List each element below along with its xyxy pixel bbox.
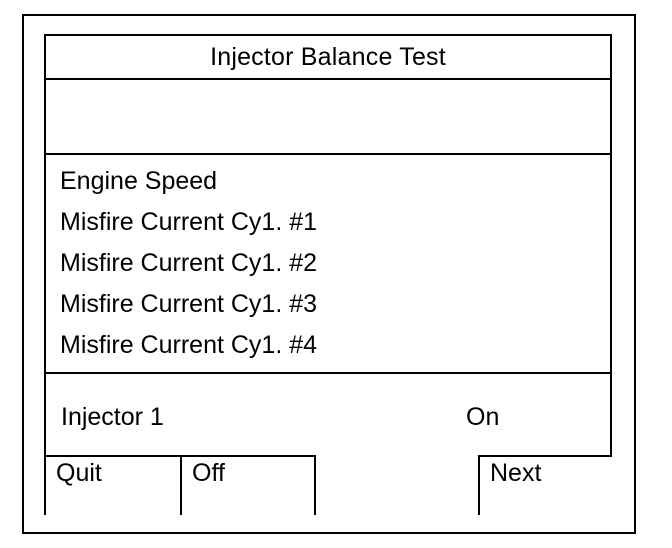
next-button[interactable]: Next (478, 455, 612, 515)
injector-state: On (466, 403, 500, 431)
screen-title: Injector Balance Test (210, 42, 446, 71)
injector-status-row (46, 396, 610, 440)
parameter-misfire-cyl-4: Misfire Current Cy1. #4 (60, 331, 318, 359)
message-area (46, 80, 610, 155)
blank-softkey (316, 455, 478, 515)
screen-title-bar (46, 36, 610, 80)
parameter-misfire-cyl-3: Misfire Current Cy1. #3 (60, 290, 318, 318)
quit-button[interactable]: Quit (46, 455, 182, 515)
parameter-list (46, 155, 610, 374)
scan-tool-screen (44, 34, 612, 515)
parameter-misfire-cyl-1: Misfire Current Cy1. #1 (60, 208, 318, 236)
parameter-misfire-cyl-2: Misfire Current Cy1. #2 (60, 249, 318, 277)
injector-label: Injector 1 (61, 403, 164, 431)
off-button[interactable]: Off (182, 455, 316, 515)
parameter-engine-speed: Engine Speed (60, 167, 218, 195)
